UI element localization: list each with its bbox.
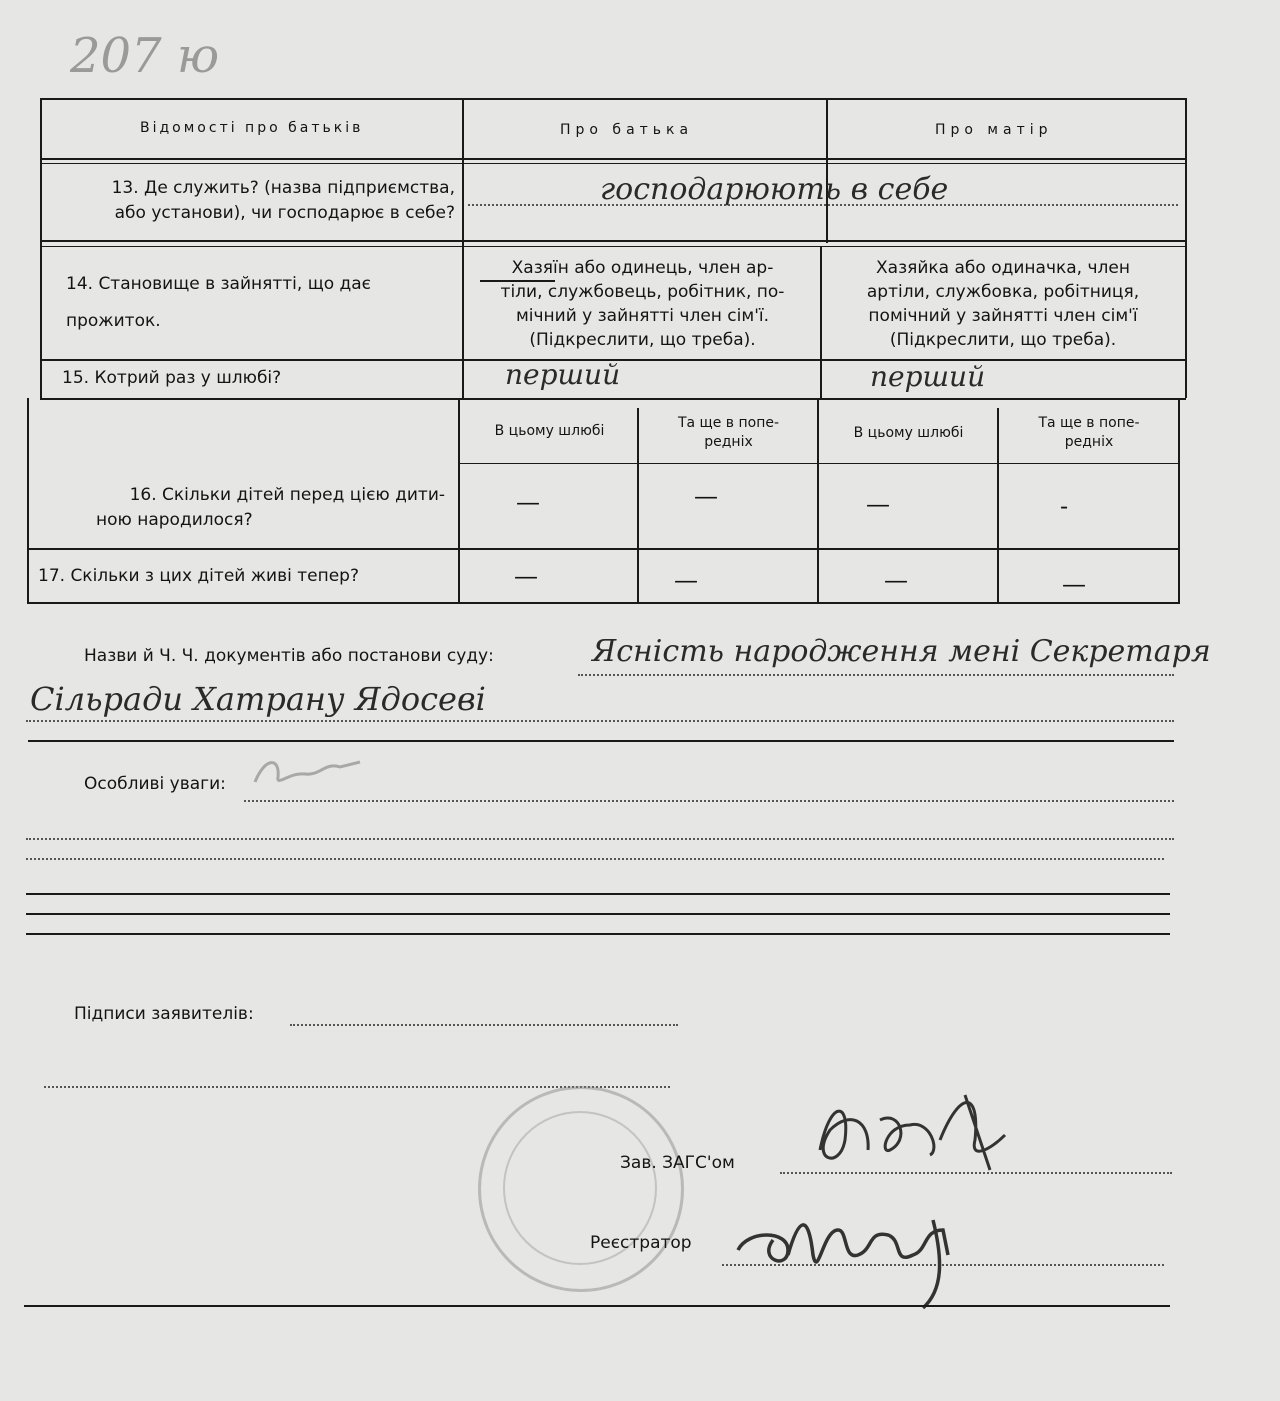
registrar-label: Реєстратор [590,1233,692,1253]
documents-handwritten-line2: Сільради Хатрану Ядосеві [30,680,486,718]
underline-mark [480,280,555,282]
row13-label: 13. Де служить? (назва підприємства, або установи), чи господарює в себе? [111,178,455,223]
remarks-label: Особливі уваги: [84,774,226,794]
subheader-mother-previous: Та ще в попе- редніх [1038,415,1140,450]
row14-mother-options: Хазяйка або одиначка, член артіли, службовка, робітниця, помічний у зайнятті член сім'ї (Підкреслити, що треба). [866,258,1140,350]
header-about-mother: Про матір [935,122,1053,138]
documents-label: Назви й Ч. Ч. документів або постанови суду: [84,646,494,666]
head-zags-label: Зав. ЗАГС'ом [620,1153,735,1173]
row17-value-mother-this: — [884,566,908,594]
row17-value-mother-previous: — [1062,570,1086,598]
row14-label: 14. Становище в зайнятті, що дає прожиток. [66,274,372,331]
documents-handwritten-line1: Ясність народження мені Секретаря [592,634,1211,669]
header-about-father: Про батька [560,122,694,138]
head-zags-signature [790,1080,1030,1180]
subheader-mother-this-marriage: В цьому шлюбі [853,425,964,441]
remarks-pencil-mark [250,752,370,801]
row16-label: 16. Скільки дітей перед цією дити- ною народилося? [96,485,445,530]
row17-value-father-previous: — [674,566,698,594]
official-stamp [478,1086,684,1292]
row15-father-answer: перший [505,358,621,391]
row16-value-father-this: — [516,488,540,516]
row16-value-mother-this: — [866,490,890,518]
row16-value-mother-previous: - [1060,492,1069,520]
subheader-father-previous: Та ще в попе- редніх [677,415,780,450]
header-parents-info: Відомості про батьків [140,120,364,136]
subheader-father-this-marriage: В цьому шлюбі [494,423,605,439]
row17-label: 17. Скільки з цих дітей живі тепер? [38,566,359,586]
row13-answer: господарюють в себе [600,172,949,207]
registrar-signature [728,1200,988,1310]
row15-mother-answer: перший [870,360,986,393]
row17-value-father-this: — [514,562,538,590]
page-number-mark: 207 ю [70,28,220,84]
row16-value-father-previous: — [694,482,718,510]
row15-label: 15. Котрий раз у шлюбі? [62,368,282,388]
row14-father-options: Хазяїн або одинець, член ар- тіли, службовець, робітник, по- мічний у зайнятті член сім'ї. (Підкреслити, що треба). [500,258,785,350]
applicants-label: Підписи заявителів: [74,1004,254,1024]
